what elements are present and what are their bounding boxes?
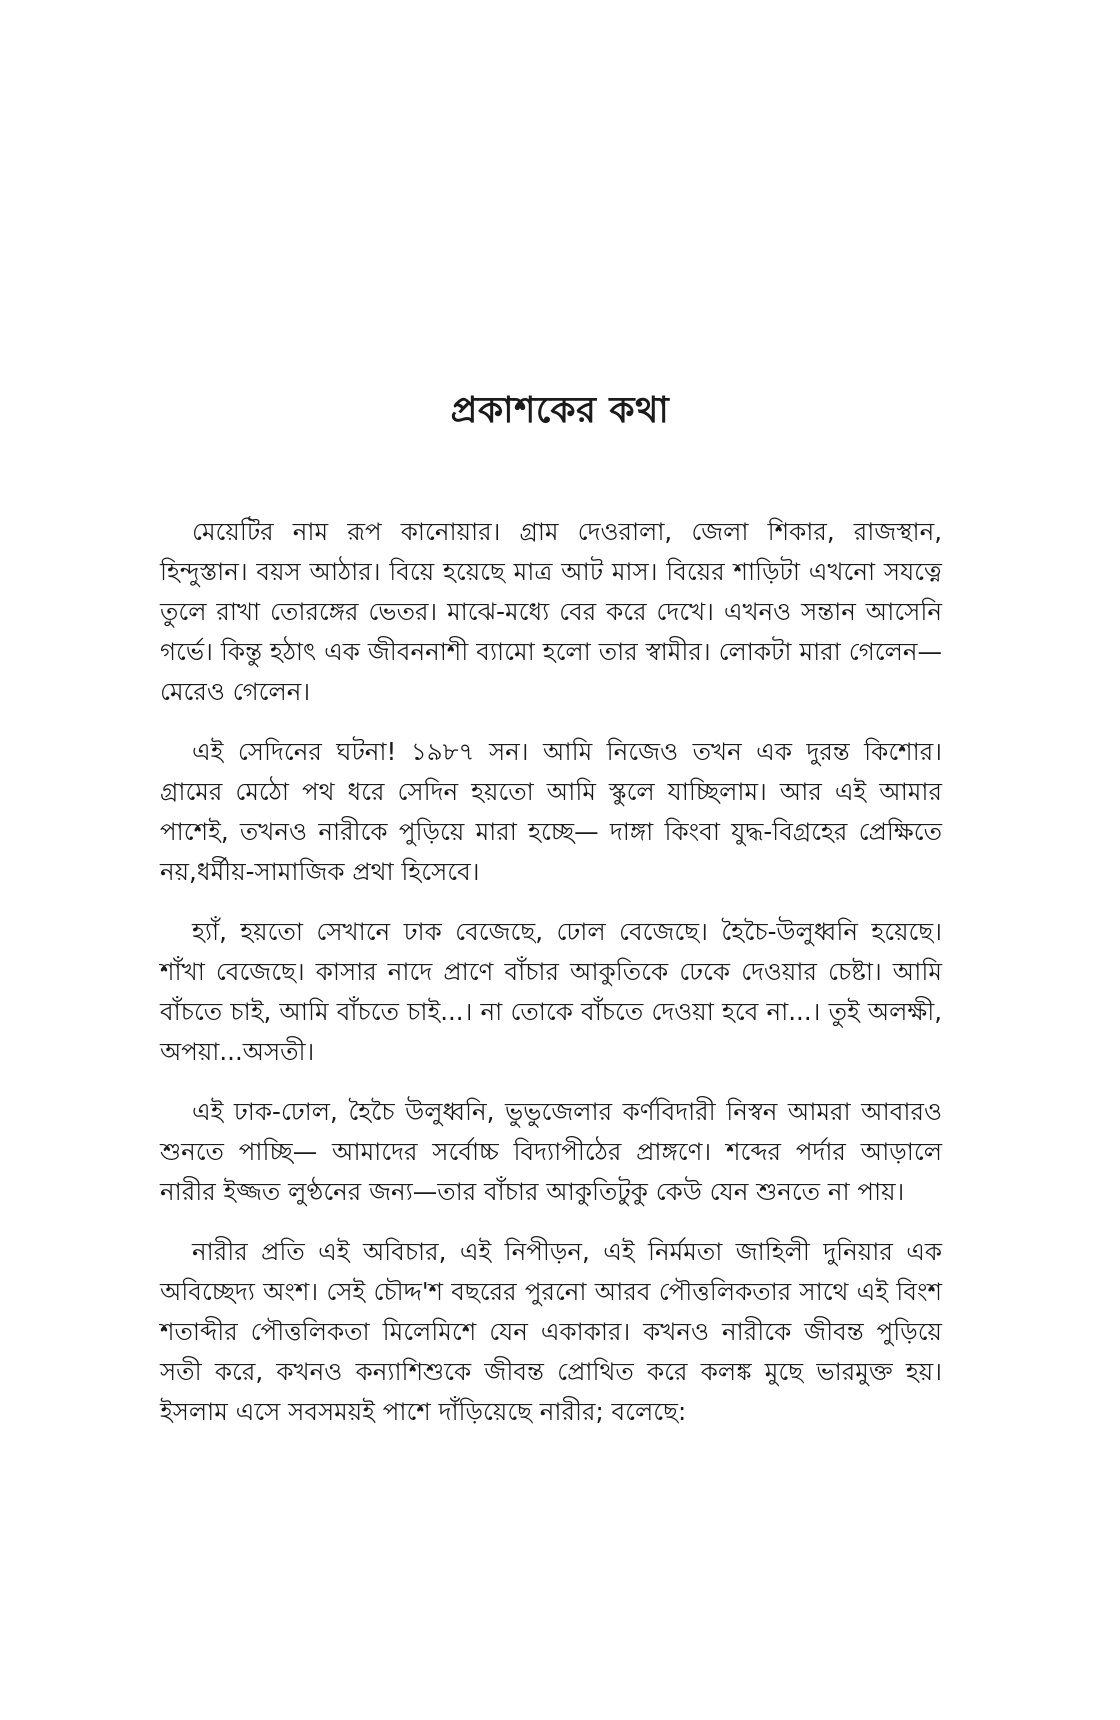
paragraph: মেয়েটির নাম রূপ কানোয়ার। গ্রাম দেওরালা, জেলা শিকার, রাজস্থান, হিন্দুস্তান। বয়স আঠার। বিয়ে হয়েছে মাত্র আট মাস। বিয়ের শাড়িটা এখনো সযত্নে তুলে রাখা তোরঙ্গের ভেতর। মাঝে-মধ্যে বের করে দেখে। এখনও সন্তান আসেনি গর্ভে। কিন্তু হঠাৎ এক জীবননাশী ব্যামো হলো তার স্বামীর। লোকটা মারা গেলেন—মেরেও গেলেন। (160, 517, 942, 706)
paragraph: এই সেদিনের ঘটনা! ১৯৮৭ সন। আমি নিজেও তখন এক দুরন্ত কিশোর। গ্রামের মেঠো পথ ধরে সেদিন হয়তো আমি স্কুলে যাচ্ছিলাম। আর এই আমার পাশেই, তখনও নারীকে পুড়িয়ে মারা হচ্ছে— দাঙ্গা কিংবা যুদ্ধ-বিগ্রহের প্রেক্ষিতে নয়,ধর্মীয়-সামাজিক প্রথা হিসেবে। (160, 737, 942, 886)
paragraph: এই ঢাক-ঢোল, হৈচৈ উলুধ্বনি, ভুভুজেলার কর্ণবিদারী নিস্বন আমরা আবারও শুনতে পাচ্ছি— আমাদের সর্বোচ্চ বিদ্যাপীঠের প্রাঙ্গণে। শব্দের পর্দার আড়ালে নারীর ইজ্জত লুণ্ঠনের জন্য—তার বাঁচার আকুতিটুকু কেউ যেন শুনতে না পায়। (160, 1097, 942, 1206)
paragraph: নারীর প্রতি এই অবিচার, এই নিপীড়ন, এই নির্মমতা জাহিলী দুনিয়ার এক অবিচ্ছেদ্য অংশ। সেই চৌদ্দ'শ বছরের পুরনো আরব পৌত্তলিকতার সাথে এই বিংশ শতাব্দীর পৌত্তলিকতা মিলেমিশে যেন একাকার। কখনও নারীকে জীবন্ত পুড়িয়ে সতী করে, কখনও কন্যাশিশুকে জীবন্ত প্রোথিত করে কলঙ্ক মুছে ভারমুক্ত হয়। ইসলাম এসে সবসময়ই পাশে দাঁড়িয়েছে নারীর; বলেছে: (160, 1237, 942, 1426)
paragraph: হ্যাঁ, হয়তো সেখানে ঢাক বেজেছে, ঢোল বেজেছে। হৈচৈ-উলুধ্বনি হয়েছে। শাঁখা বেজেছে। কাসার নাদে প্রাণে বাঁচার আকুতিকে ঢেকে দেওয়ার চেষ্টা। আমি বাঁচতে চাই, আমি বাঁচতে চাই...। না তোকে বাঁচতে দেওয়া হবে না...। তুই অলক্ষী, অপয়া...অসতী। (160, 917, 942, 1066)
page-title: প্রকাশকের কথা (450, 390, 670, 431)
body-text (160, 512, 942, 1452)
